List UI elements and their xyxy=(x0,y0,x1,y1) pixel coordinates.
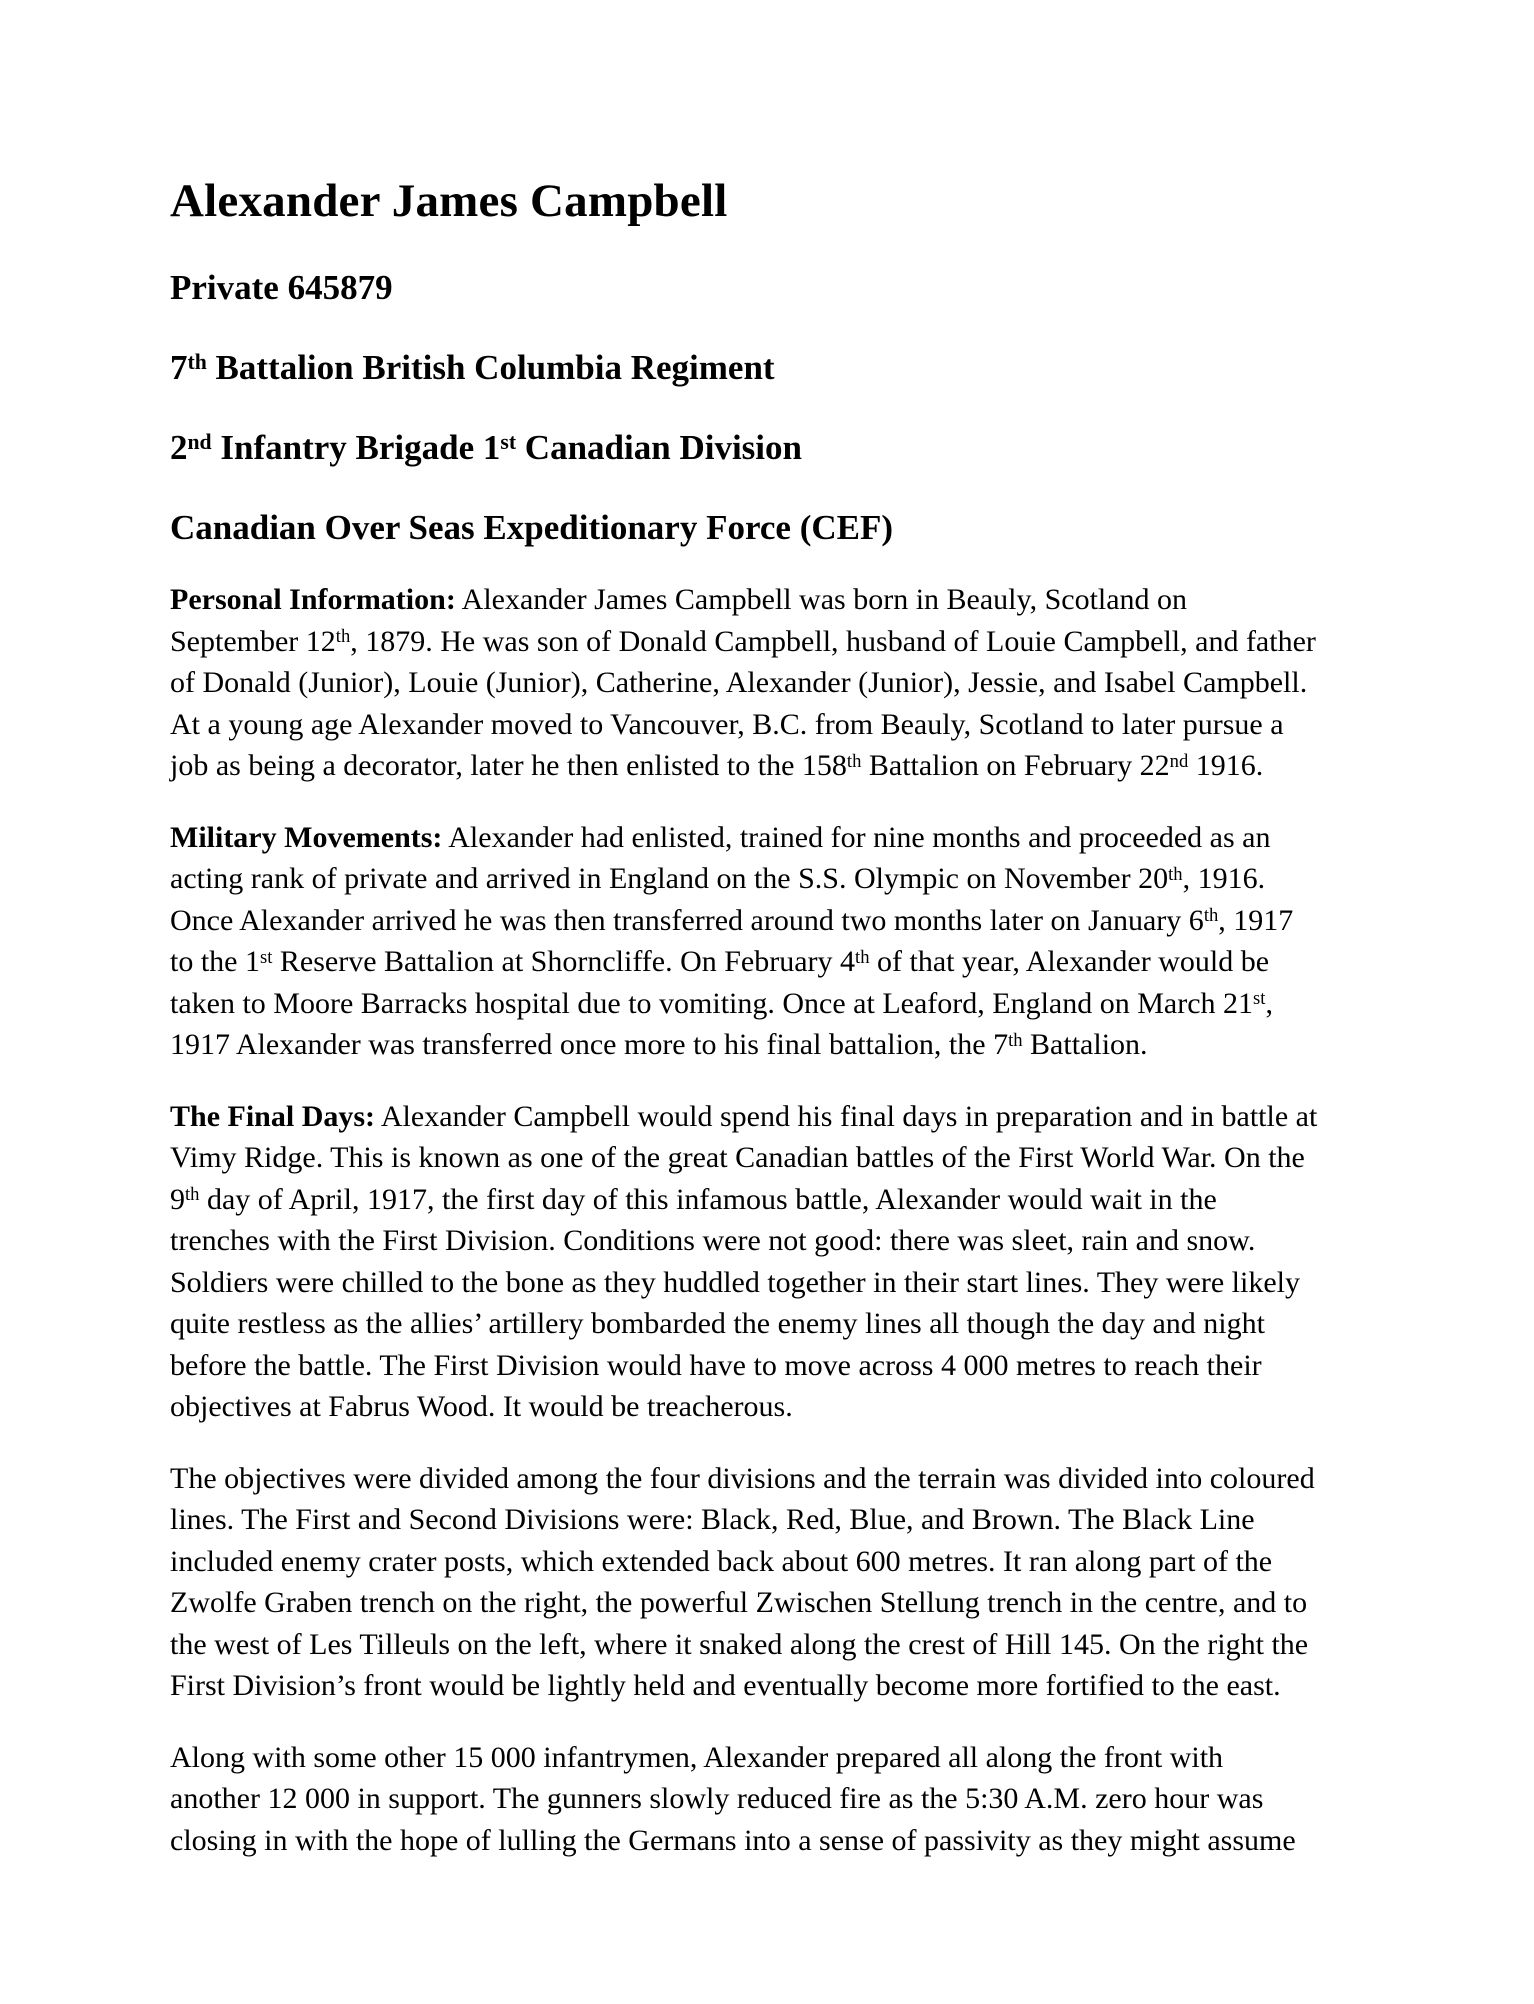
text-line: before the battle. The First Division would have to move across 4 000 metres to reach their xyxy=(170,1348,1262,1382)
text-line: quite restless as the allies’ artillery bombarded the enemy lines all though the day and night xyxy=(170,1307,1265,1340)
document-title: Alexander James Campbell xyxy=(170,175,728,227)
text-line: Personal Information: Alexander James Campbell was born in Beauly, Scotland on xyxy=(170,583,1188,616)
text-line: 9th day of April, 1917, the first day of this infamous battle, Alexander would wait in the xyxy=(170,1182,1217,1216)
text-line: The Final Days: Alexander Campbell would spend his final days in preparation and in battle at xyxy=(170,1099,1318,1133)
text-line: closing in with the hope of lulling the Germans into a sense of passivity as they might assume xyxy=(170,1823,1296,1857)
paragraph-personal-information xyxy=(170,579,1494,787)
text-line: of Donald (Junior), Louie (Junior), Catherine, Alexander (Junior), Jessie, and Isabel Campbell. xyxy=(170,666,1308,699)
text-line: to the 1st Reserve Battalion at Shorncliffe. On February 4th of that year, Alexander would be xyxy=(170,945,1270,978)
text-line: the west of Les Tilleuls on the left, where it snaked along the crest of Hill 145. On the right the xyxy=(170,1627,1309,1661)
text-line: Military Movements: Alexander had enlisted, trained for nine months and proceeded as an xyxy=(170,820,1271,854)
text-line: lines. The First and Second Divisions were: Black, Red, Blue, and Brown. The Black Line xyxy=(170,1503,1255,1536)
paragraph-objectives xyxy=(170,1458,1494,1707)
document-content xyxy=(170,175,1494,1861)
text-line: September 12th, 1879. He was son of Donald Campbell, husband of Louie Campbell, and father xyxy=(170,624,1316,658)
text-line: The objectives were divided among the four divisions and the terrain was divided into coloured xyxy=(170,1461,1315,1495)
subheading-expeditionary-force: Canadian Over Seas Expeditionary Force (CEF) xyxy=(170,508,894,547)
subheading-private-number: Private 645879 xyxy=(170,268,393,307)
text-line: another 12 000 in support. The gunners slowly reduced fire as the 5:30 A.M. zero hour was xyxy=(170,1782,1264,1815)
text-line: 1917 Alexander was transferred once more to his final battalion, the 7th Battalion. xyxy=(170,1028,1148,1061)
text-line: included enemy crater posts, which extended back about 600 metres. It ran along part of the xyxy=(170,1544,1273,1578)
text-line: acting rank of private and arrived in England on the S.S. Olympic on November 20th, 1916. xyxy=(170,862,1266,895)
text-line: First Division’s front would be lightly held and eventually become more fortified to the east. xyxy=(170,1669,1281,1702)
text-line: At a young age Alexander moved to Vancouver, B.C. from Beauly, Scotland to later pursue a xyxy=(170,707,1284,741)
paragraph-preparation-zero-hour xyxy=(170,1737,1494,1862)
subheading-battalion-regiment: 7th Battalion British Columbia Regiment xyxy=(170,348,775,387)
text-line: Zwolfe Graben trench on the right, the powerful Zwischen Stellung trench in the centre, and to xyxy=(170,1586,1308,1619)
text-line: Along with some other 15 000 infantrymen, Alexander prepared all along the front with xyxy=(170,1740,1224,1774)
text-line: Vimy Ridge. This is known as one of the great Canadian battles of the First World War. On the xyxy=(170,1141,1305,1174)
text-line: Soldiers were chilled to the bone as they huddled together in their start lines. They were likely xyxy=(170,1265,1300,1299)
text-line: objectives at Fabrus Wood. It would be treacherous. xyxy=(170,1390,793,1423)
paragraph-military-movements xyxy=(170,817,1494,1066)
text-line: Once Alexander arrived he was then transferred around two months later on January 6th, 1917 xyxy=(170,903,1294,937)
subheading-brigade-division: 2nd Infantry Brigade 1st Canadian Division xyxy=(170,428,802,467)
text-line: trenches with the First Division. Conditions were not good: there was sleet, rain and snow. xyxy=(170,1224,1256,1257)
paragraph-the-final-days xyxy=(170,1096,1494,1428)
text-line: job as being a decorator, later he then enlisted to the 158th Battalion on February 22nd 1916. xyxy=(170,749,1264,782)
text-line: taken to Moore Barracks hospital due to vomiting. Once at Leaford, England on March 21st, xyxy=(170,986,1273,1020)
